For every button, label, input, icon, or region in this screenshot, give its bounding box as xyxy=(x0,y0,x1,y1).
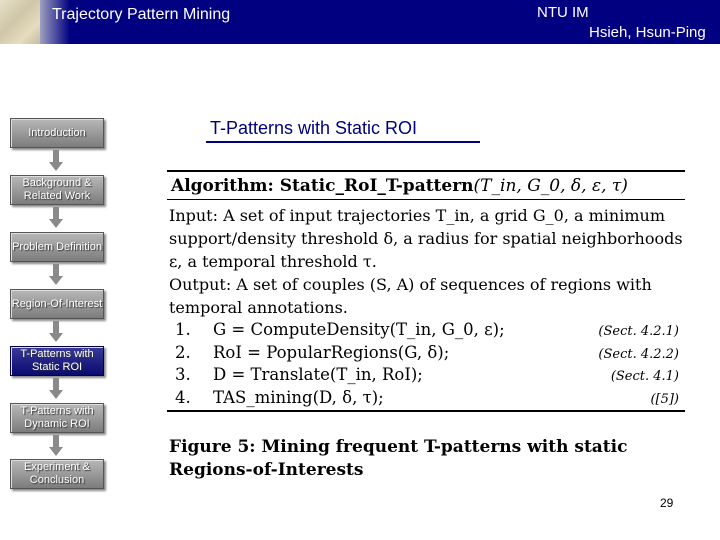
step-text: RoI = PopularRegions(G, δ); xyxy=(213,343,450,362)
header-texture xyxy=(0,0,44,44)
nav-label: Introduction xyxy=(28,126,86,139)
nav-t-patterns-dynamic-roi[interactable] xyxy=(10,403,104,433)
author: Hsieh, Hsun-Ping xyxy=(589,24,706,41)
algorithm-output: Output: A set of couples (S, A) of sequences of regions with temporal annotations. xyxy=(169,275,652,317)
nav-introduction[interactable] xyxy=(10,118,104,148)
step-number: 2. xyxy=(175,343,191,362)
down-arrow-icon xyxy=(51,264,61,284)
heading-underline xyxy=(206,141,480,143)
down-arrow-icon xyxy=(51,321,61,341)
nav-t-patterns-static-roi[interactable] xyxy=(10,346,104,376)
step-number: 4. xyxy=(175,388,191,407)
algorithm-step xyxy=(169,343,449,362)
algorithm-io xyxy=(169,204,689,319)
header-bar xyxy=(0,0,720,44)
nav-region-of-interest[interactable] xyxy=(10,289,104,319)
nav-label: Problem Definition xyxy=(12,240,102,253)
top-rule xyxy=(167,170,685,172)
step-number: 3. xyxy=(175,365,191,384)
algorithm-step xyxy=(169,365,423,384)
algorithm-name: Static_RoI_T-pattern xyxy=(279,176,474,196)
step-reference: (Sect. 4.2.2) xyxy=(598,347,679,362)
step-reference: (Sect. 4.2.1) xyxy=(598,324,679,339)
nav-label: T-Patterns with Static ROI xyxy=(20,348,94,373)
algorithm-figure xyxy=(165,168,687,488)
figure-caption: Figure 5: Mining frequent T-patterns with static Regions-of-Interests xyxy=(169,437,628,480)
bottom-rule xyxy=(167,410,685,412)
algorithm-title-prefix: Algorithm: xyxy=(171,176,280,196)
step-number: 1. xyxy=(175,320,191,339)
title-rule xyxy=(167,199,685,200)
nav-label: T-Patterns with Dynamic ROI xyxy=(20,405,94,430)
nav-problem-definition[interactable] xyxy=(10,232,104,262)
algorithm-args: (T_in, G_0, δ, ε, τ) xyxy=(473,176,628,196)
presentation-title: Trajectory Pattern Mining xyxy=(52,6,231,23)
algorithm-input: Input: A set of input trajectories T_in, a grid G_0, a minimum support/density threshold δ, a radius for spatial neighborhoods ε, a temporal threshold τ. xyxy=(169,206,683,271)
step-reference: ([5]) xyxy=(650,392,679,407)
algorithm-title xyxy=(171,176,628,196)
nav-label: Region-Of-Interest xyxy=(11,297,103,310)
algorithm-step xyxy=(169,320,505,339)
nav-label: Background & Related Work xyxy=(22,177,92,202)
page-number: 29 xyxy=(660,496,674,510)
nav-experiment-conclusion[interactable] xyxy=(10,459,104,489)
step-text: TAS_mining(D, δ, τ); xyxy=(213,388,384,407)
nav-label: Experiment & Conclusion xyxy=(23,461,91,486)
down-arrow-icon xyxy=(51,435,61,455)
step-reference: (Sect. 4.1) xyxy=(610,369,679,384)
nav-background-related-work[interactable] xyxy=(10,175,104,205)
down-arrow-icon xyxy=(51,150,61,170)
slide-heading: T-Patterns with Static ROI xyxy=(210,118,418,138)
institution: NTU IM xyxy=(537,4,589,21)
step-text: D = Translate(T_in, RoI); xyxy=(213,365,423,384)
step-text: G = ComputeDensity(T_in, G_0, ε); xyxy=(213,320,505,339)
down-arrow-icon xyxy=(51,378,61,398)
algorithm-step xyxy=(169,388,384,407)
down-arrow-icon xyxy=(51,207,61,227)
